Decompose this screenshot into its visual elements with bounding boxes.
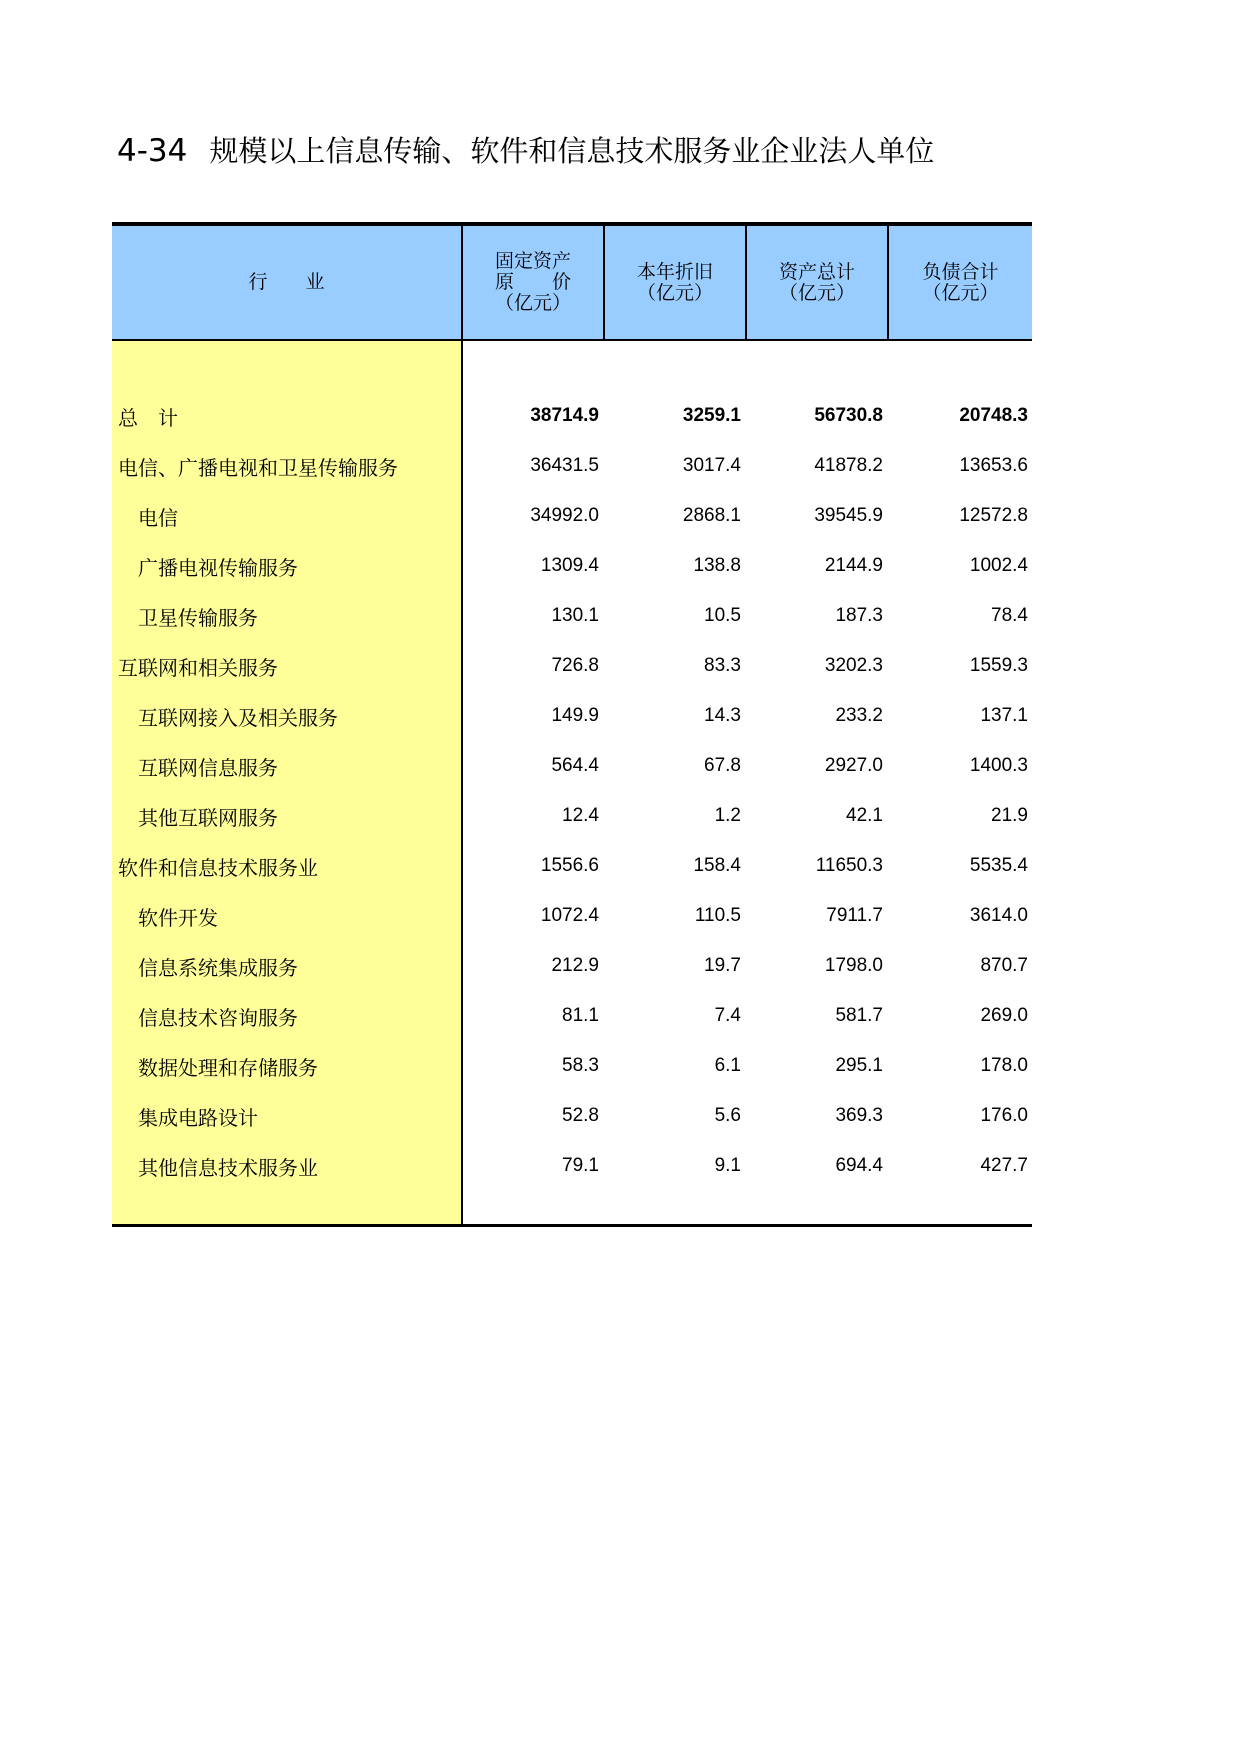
cell-depreciation-value: 9.1	[714, 1155, 741, 1176]
cell-depreciation-value: 5.6	[714, 1105, 741, 1126]
header-industry-label: 行 业	[248, 271, 325, 293]
table-row	[112, 1141, 1032, 1191]
cell-fixed-assets-value: 212.9	[551, 955, 599, 976]
cell-depreciation-value: 110.5	[694, 905, 741, 926]
header-total-liabilities-line1: 负债合计	[922, 260, 999, 283]
row-industry-name: 软件开发	[138, 905, 218, 930]
row-industry-name: 电信	[138, 505, 178, 530]
header-depreciation-line1: 本年折旧	[636, 260, 713, 283]
table-row	[112, 891, 1032, 941]
row-industry-name: 卫星传输服务	[138, 605, 258, 630]
cell-total-assets-value: 42.1	[846, 805, 883, 826]
table-row	[112, 491, 1032, 541]
cell-depreciation-value: 2868.1	[682, 505, 741, 526]
cell-depreciation-value: 14.3	[704, 705, 741, 726]
cell-total-assets-value: 369.3	[835, 1105, 883, 1126]
header-total-liabilities-line2: （亿元）	[922, 281, 999, 304]
cell-fixed-assets-value: 130.1	[551, 605, 599, 626]
cell-total-assets-value: 56730.8	[814, 405, 883, 426]
table-row	[112, 791, 1032, 841]
cell-total-liabilities-value: 1400.3	[969, 755, 1028, 776]
cell-total-assets-value: 7911.7	[826, 905, 883, 926]
cell-total-assets-value: 295.1	[835, 1055, 883, 1076]
table-row	[112, 591, 1032, 641]
cell-fixed-assets-value: 726.8	[551, 655, 599, 676]
cell-total-assets-value: 2144.9	[824, 555, 883, 576]
row-industry-name: 信息技术咨询服务	[138, 1005, 298, 1030]
table-row	[112, 941, 1032, 991]
cell-total-liabilities-value: 178.0	[980, 1055, 1028, 1076]
row-industry-name: 信息系统集成服务	[138, 955, 298, 980]
cell-total-assets-value: 2927.0	[824, 755, 883, 776]
cell-fixed-assets-value: 564.4	[551, 755, 599, 776]
table-row	[112, 1091, 1032, 1141]
row-industry-name: 互联网和相关服务	[118, 655, 278, 680]
cell-total-liabilities-value: 269.0	[980, 1005, 1028, 1026]
header-depreciation-line2: （亿元）	[636, 281, 713, 304]
cell-depreciation-value: 83.3	[704, 655, 741, 676]
table-row	[112, 441, 1032, 491]
cell-total-assets-value: 11650.3	[815, 855, 883, 876]
row-industry-name: 软件和信息技术服务业	[118, 855, 318, 880]
header-total-assets-line1: 资产总计	[778, 260, 855, 283]
cell-total-liabilities-value: 870.7	[980, 955, 1028, 976]
table-title: 规模以上信息传输、软件和信息技术服务业企业法人单位	[209, 134, 935, 168]
cell-fixed-assets-value: 58.3	[562, 1055, 599, 1076]
cell-total-liabilities-value: 1559.3	[969, 655, 1028, 676]
cell-total-liabilities-value: 1002.4	[969, 555, 1028, 576]
row-industry-name: 其他信息技术服务业	[138, 1155, 318, 1180]
cell-total-liabilities-value: 13653.6	[959, 455, 1028, 476]
table-row	[112, 1041, 1032, 1091]
cell-total-assets-value: 233.2	[835, 705, 883, 726]
cell-fixed-assets-value: 38714.9	[530, 405, 599, 426]
table-row	[112, 641, 1032, 691]
header-industry	[112, 226, 461, 339]
cell-depreciation-value: 3259.1	[682, 405, 741, 426]
cell-depreciation-value: 6.1	[714, 1055, 741, 1076]
cell-total-liabilities-value: 78.4	[991, 605, 1028, 626]
table-row	[112, 391, 1032, 441]
cell-fixed-assets-value: 1072.4	[540, 905, 599, 926]
cell-depreciation-value: 158.4	[693, 855, 741, 876]
table-body	[112, 339, 1032, 1227]
cell-total-liabilities-value: 3614.0	[969, 905, 1028, 926]
row-industry-name: 互联网接入及相关服务	[138, 705, 338, 730]
cell-fixed-assets-value: 149.9	[551, 705, 599, 726]
cell-depreciation-value: 67.8	[704, 755, 741, 776]
cell-depreciation-value: 7.4	[714, 1005, 741, 1026]
cell-fixed-assets-value: 12.4	[562, 805, 599, 826]
header-fixed-assets	[461, 226, 603, 339]
cell-total-assets-value: 187.3	[835, 605, 883, 626]
cell-depreciation-value: 3017.4	[682, 455, 741, 476]
row-industry-name: 互联网信息服务	[138, 755, 278, 780]
row-industry-name: 数据处理和存储服务	[138, 1055, 318, 1080]
cell-total-assets-value: 3202.3	[824, 655, 883, 676]
cell-total-assets-value: 39545.9	[814, 505, 883, 526]
table-row	[112, 691, 1032, 741]
cell-total-liabilities-value: 176.0	[980, 1105, 1028, 1126]
header-fixed-assets-line2: 原 价	[494, 271, 571, 293]
header-total-liabilities	[887, 226, 1032, 339]
header-fixed-assets-line3: （亿元）	[494, 292, 571, 314]
cell-total-liabilities-value: 427.7	[980, 1155, 1028, 1176]
row-industry-name: 广播电视传输服务	[138, 555, 298, 580]
cell-fixed-assets-value: 79.1	[562, 1155, 599, 1176]
table-row	[112, 541, 1032, 591]
cell-depreciation-value: 1.2	[714, 805, 741, 826]
table-number: 4-34	[117, 133, 188, 169]
header-total-assets-line2: （亿元）	[778, 281, 855, 304]
cell-fixed-assets-value: 36431.5	[530, 455, 599, 476]
table-row	[112, 841, 1032, 891]
cell-fixed-assets-value: 1309.4	[540, 555, 599, 576]
row-industry-name: 其他互联网服务	[138, 805, 278, 830]
cell-total-liabilities-value: 21.9	[991, 805, 1028, 826]
header-total-assets	[745, 226, 887, 339]
cell-total-liabilities-value: 137.1	[980, 705, 1028, 726]
cell-total-assets-value: 1798.0	[824, 955, 883, 976]
cell-depreciation-value: 19.7	[704, 955, 741, 976]
table-row	[112, 991, 1032, 1041]
cell-total-liabilities-value: 20748.3	[959, 405, 1028, 426]
row-industry-name: 总 计	[118, 405, 178, 430]
header-fixed-assets-line1: 固定资产	[494, 250, 571, 272]
table-row	[112, 741, 1032, 791]
cell-total-assets-value: 581.7	[835, 1005, 883, 1026]
cell-total-assets-value: 694.4	[835, 1155, 883, 1176]
header-depreciation	[603, 226, 745, 339]
table-header	[112, 222, 1032, 339]
cell-total-liabilities-value: 12572.8	[959, 505, 1028, 526]
table-rows	[112, 341, 1032, 1224]
cell-fixed-assets-value: 34992.0	[530, 505, 599, 526]
cell-fixed-assets-value: 1556.6	[540, 855, 599, 876]
page-title	[117, 126, 1034, 176]
cell-total-liabilities-value: 5535.4	[969, 855, 1028, 876]
statistics-table	[112, 222, 1032, 1227]
cell-depreciation-value: 138.8	[693, 555, 741, 576]
cell-fixed-assets-value: 81.1	[562, 1005, 599, 1026]
row-industry-name: 集成电路设计	[138, 1105, 258, 1130]
cell-fixed-assets-value: 52.8	[562, 1105, 599, 1126]
cell-depreciation-value: 10.5	[704, 605, 741, 626]
row-industry-name: 电信、广播电视和卫星传输服务	[118, 455, 398, 480]
cell-total-assets-value: 41878.2	[814, 455, 883, 476]
